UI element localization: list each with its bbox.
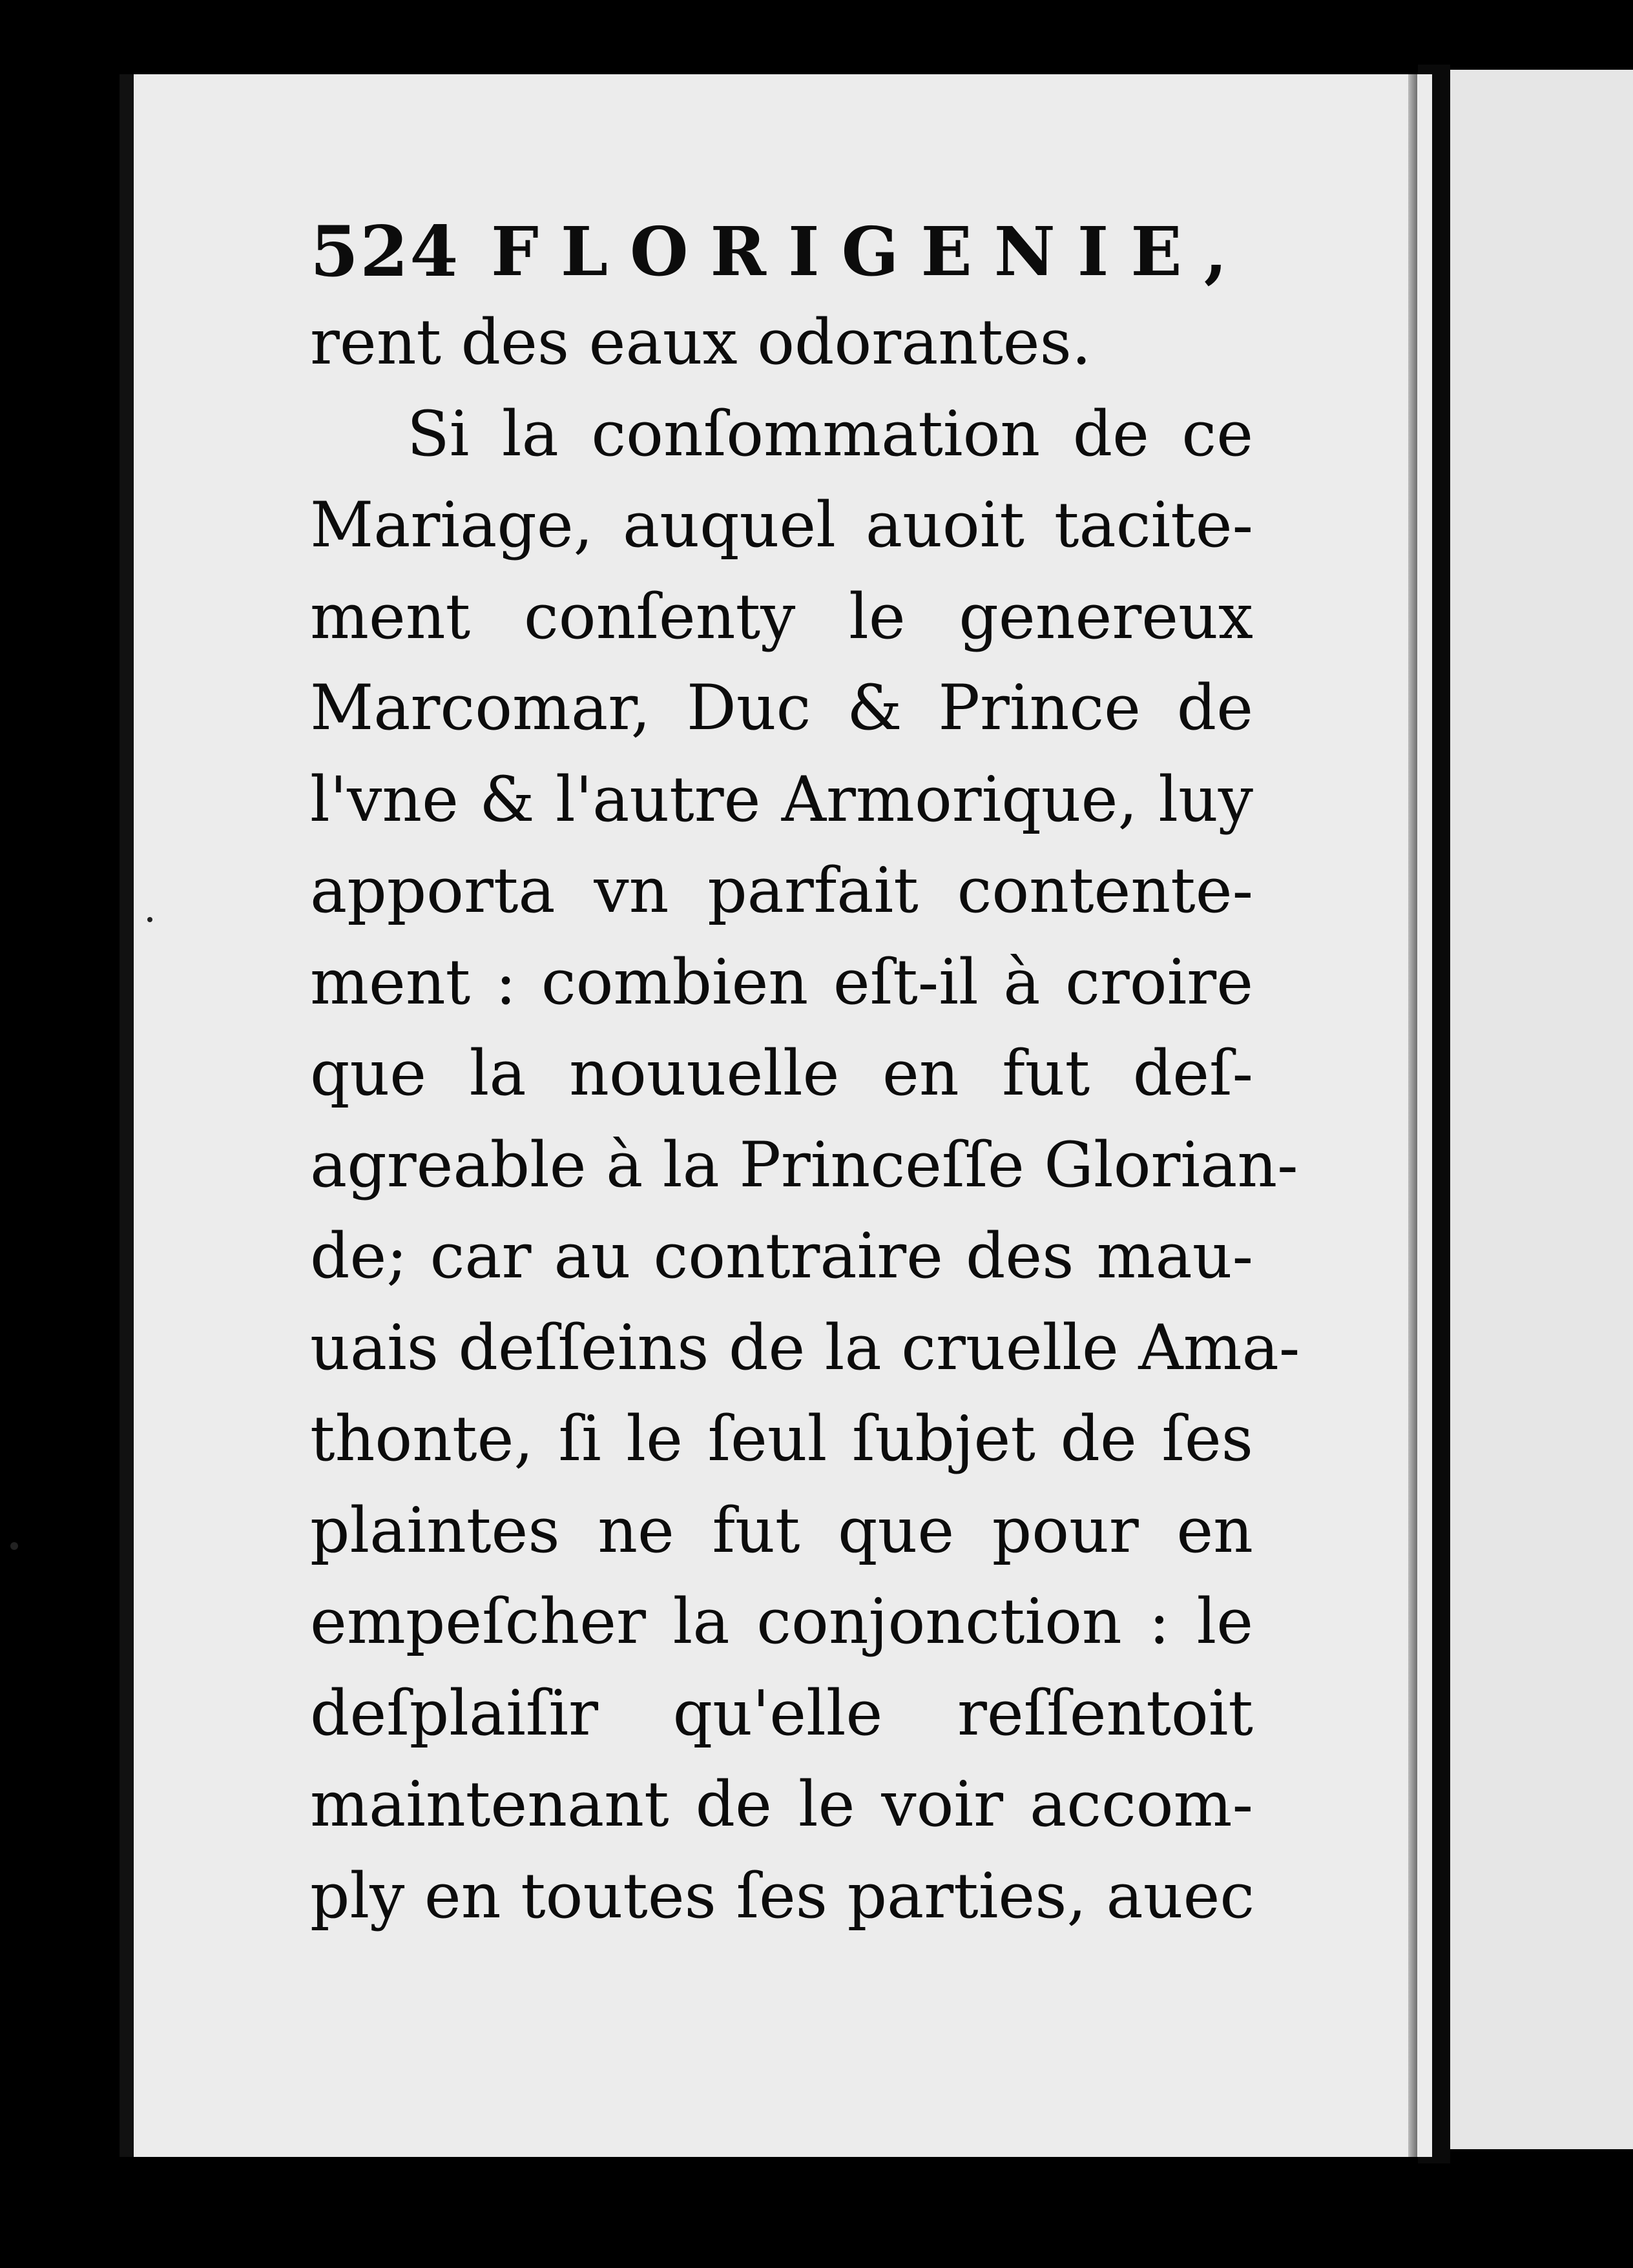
text-line: empeſcher la conjonction : le: [310, 1585, 1253, 1658]
adjacent-page: [1450, 70, 1633, 2149]
page-header: [310, 213, 1279, 291]
running-title: FLORIGENIE,: [491, 212, 1249, 291]
text-line: rent des eaux odorantes.: [310, 306, 1092, 378]
text-line: thonte, ſi le ſeul ſubjet de ſes: [310, 1403, 1253, 1475]
page-edge-shadow: [1408, 74, 1417, 2157]
text-line: apporta vn parfait contente-: [310, 854, 1253, 927]
text-line: ply en toutes ſes parties, auec: [310, 1859, 1255, 1932]
text-line: maintenant de le voir accom-: [310, 1768, 1253, 1840]
scan-speck: [10, 1542, 18, 1550]
text-line: l'vne & l'autre Armorique, luy: [310, 763, 1253, 836]
text-line: Marcomar, Duc & Prince de: [310, 672, 1253, 744]
text-line: que la nouuelle en fut deſ-: [310, 1037, 1253, 1109]
scan-speck: [147, 917, 152, 922]
text-line: plaintes ne fut que pour en: [310, 1494, 1253, 1567]
text-line: agreable à la Princeſſe Glorian-: [310, 1128, 1298, 1201]
page-number: 524: [310, 211, 460, 293]
text-line: Mariage, auquel auoit tacite-: [310, 489, 1253, 561]
text-line: Si la conſommation de ce: [407, 397, 1253, 470]
text-line: de; car au contraire des mau-: [310, 1220, 1253, 1292]
body-text: [310, 297, 1300, 1942]
text-line: deſplaiſir qu'elle reſſentoit: [310, 1676, 1253, 1749]
text-line: ment : combien eſt-il à croire: [310, 945, 1253, 1018]
text-line: uais deſſeins de la cruelle Ama-: [310, 1311, 1300, 1384]
text-line: ment conſenty le genereux: [310, 580, 1253, 653]
